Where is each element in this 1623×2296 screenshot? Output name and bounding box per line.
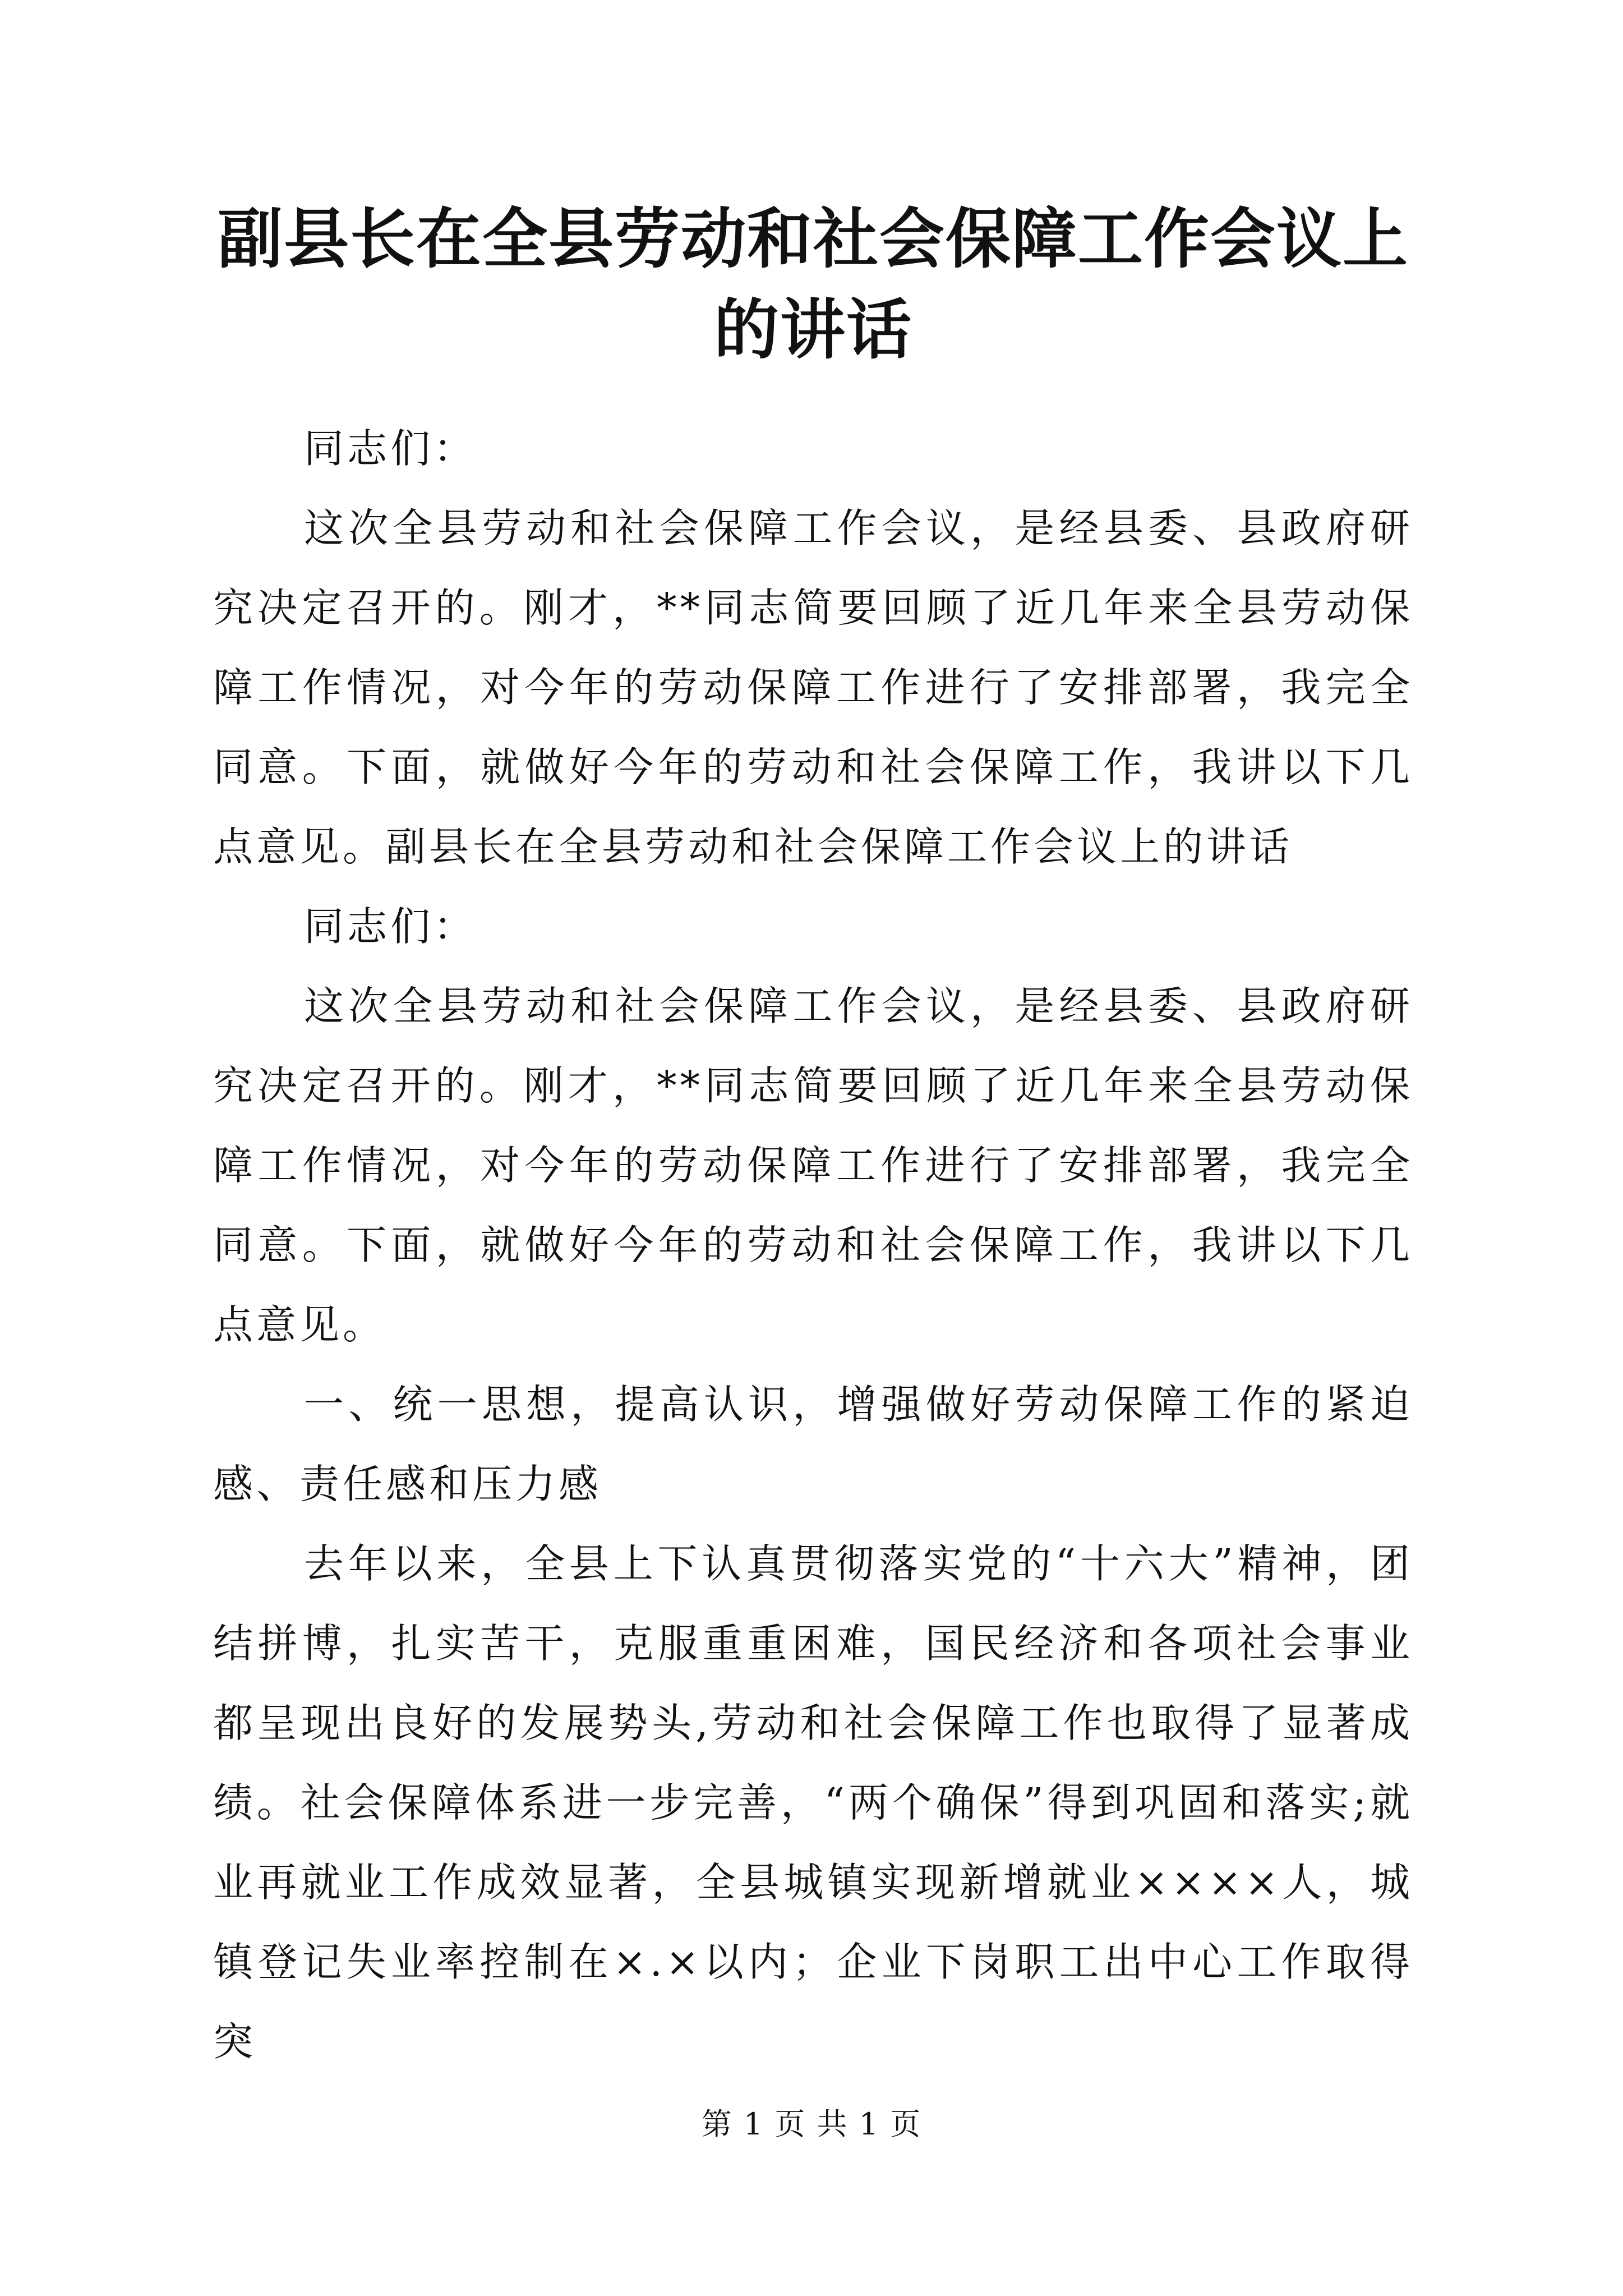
- paragraph: 这次全县劳动和社会保障工作会议，是经县委、县政府研究决定召开的。刚才，**同志简要回顾了近几年来全县劳动保障工作情况，对今年的劳动保障工作进行了安排部署，我完全同意。下面，就做好今年的劳动和社会保障工作，我讲以下几点意见。副县长在全县劳动和社会保障工作会议上的讲话: [213, 505, 1413, 870]
- paragraph: 去年以来，全县上下认真贯彻落实党的“十六大”精神，团结拼博，扎实苦干，克服重重困难，国民经济和各项社会事业都呈现出良好的发展势头,劳动和社会保障工作也取得了显著成绩。社会保障体系进一步完善，“两个确保”得到巩固和落实;就业再就业工作成效显著，全县城镇实现新增就业××××人，城镇登记失业率控制在×.×以内；企业下岗职工出中心工作取得突: [213, 1540, 1413, 2065]
- page-number-footer: 第 1 页 共 1 页: [701, 2106, 922, 2142]
- document-content: [213, 194, 1413, 2082]
- paragraph: 这次全县劳动和社会保障工作会议，是经县委、县政府研究决定召开的。刚才，**同志简要回顾了近几年来全县劳动保障工作情况，对今年的劳动保障工作进行了安排部署，我完全同意。下面，就做好今年的劳动和社会保障工作，我讲以下几点意见。: [213, 983, 1413, 1348]
- paragraph: 同志们：: [304, 903, 477, 950]
- document-body: [213, 409, 1413, 2082]
- section-heading: 一、统一思想，提高认识，增强做好劳动保障工作的紧迫感、责任感和压力感: [213, 1381, 1413, 1507]
- paragraph: 同志们：: [304, 425, 477, 472]
- document-title: 副县长在全县劳动和社会保障工作会议上的讲话: [218, 201, 1409, 368]
